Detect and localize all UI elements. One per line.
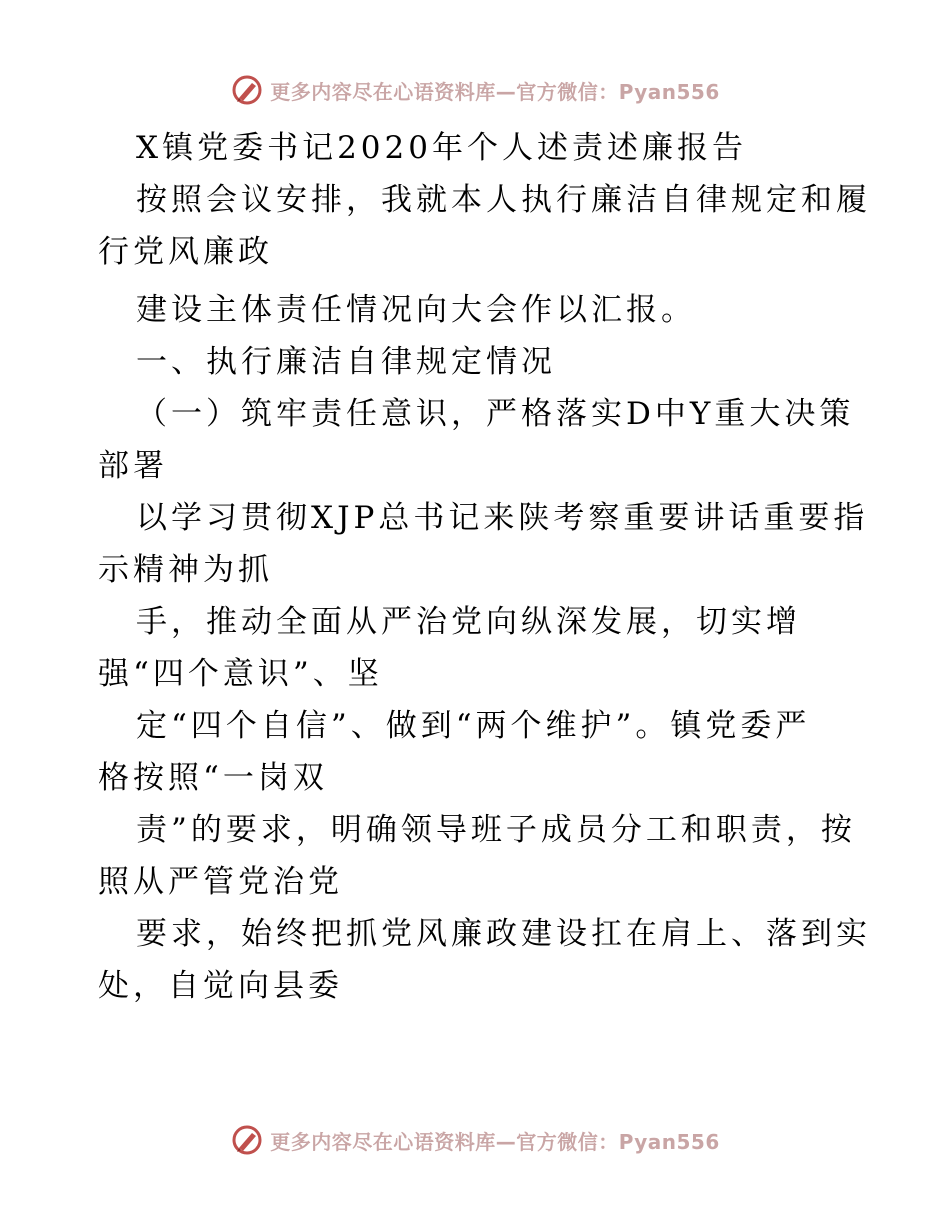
paragraph-line: 定“四个自信”、做到“两个维护”。镇党委严 [136, 708, 811, 744]
paragraph-line: 建设主体责任情况向大会作以汇报。 [136, 292, 696, 328]
header-watermark-banner [0, 70, 950, 110]
paragraph-line: 要求，始终把抓党风廉政建设扛在肩上、落到实 [136, 916, 871, 952]
document-body [98, 122, 871, 1012]
footer-watermark-banner [0, 1120, 950, 1160]
paragraph-line: 照从严管党治党 [98, 864, 343, 900]
paragraph-line: 格按照“一岗双 [98, 760, 328, 796]
paragraph-line: 责”的要求，明确领导班子成员分工和职责，按 [136, 812, 856, 848]
paragraph-line: 以学习贯彻XJP总书记来陕考察重要讲话重要指 [136, 500, 869, 536]
watermark-text: 更多内容尽在心语资料库—官方微信：Pyan556 [270, 79, 720, 104]
pen-logo-icon [230, 73, 264, 107]
paragraph-line: 手，推动全面从严治党向纵深发展，切实增 [136, 604, 801, 640]
paragraph-line: 强“四个意识”、坚 [98, 656, 383, 692]
paragraph-line: （一）筑牢责任意识，严格落实D中Y重大决策 [136, 396, 855, 432]
paragraph-line: 按照会议安排，我就本人执行廉洁自律规定和履 [136, 182, 871, 218]
paragraph-line: 一、执行廉洁自律规定情况 [136, 344, 556, 380]
watermark-text: 更多内容尽在心语资料库—官方微信：Pyan556 [270, 1129, 720, 1154]
paragraph-line: 示精神为抓 [98, 552, 273, 588]
paragraph-line: 处，自觉向县委 [98, 968, 343, 1004]
paragraph-line: X镇党委书记2020年个人述责述廉报告 [136, 130, 747, 166]
pen-logo-icon [230, 1123, 264, 1157]
paragraph-line: 行党风廉政 [98, 234, 273, 270]
paragraph-line: 部署 [98, 448, 168, 484]
